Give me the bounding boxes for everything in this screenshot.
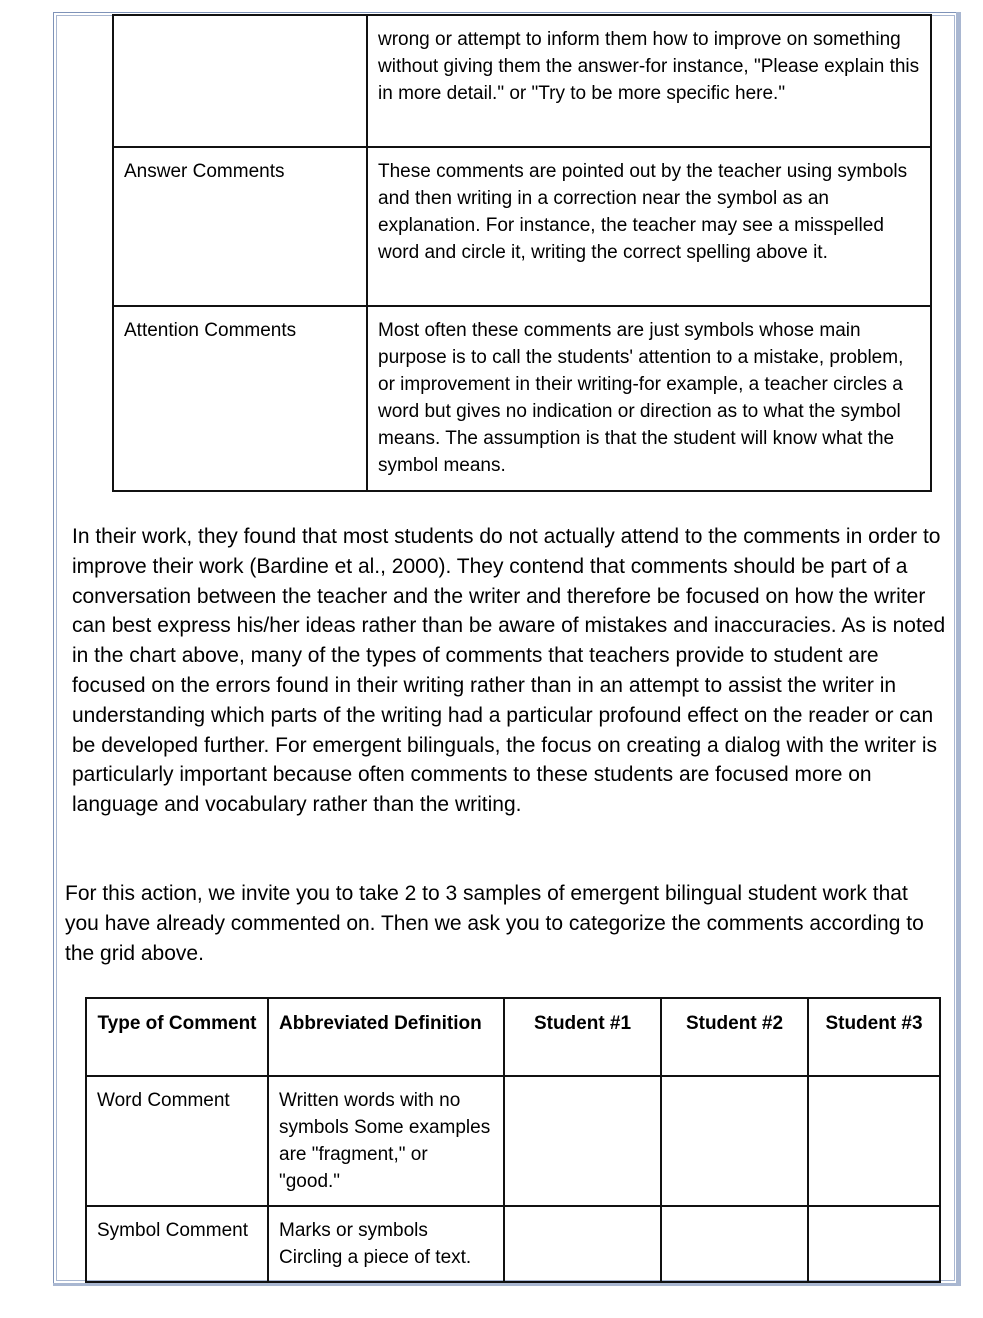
table-row (113, 306, 931, 491)
comment-definition-cell: wrong or attempt to inform them how to improve on something without giving them the answer-for instance, "Please explain this in more detail." or "Try to be more specific here." (367, 15, 931, 147)
comment-definition-cell: Marks or symbols Circling a piece of text. (268, 1206, 504, 1282)
student-2-cell[interactable] (661, 1206, 808, 1282)
comment-type-cell: Attention Comments (113, 306, 367, 491)
body-paragraph: In their work, they found that most students do not actually attend to the comments in order to improve their work (Bardine et al., 2000). They contend that comments should be part of a conversation between the teacher and the writer and therefore be focused on how the writer can best express his/her ideas rather than be aware of mistakes and inaccuracies. As is noted in the chart above, many of the types of comments that teachers provide to student are focused on the errors found in their writing rather than in an attempt to assist the writer in understanding which parts of the writing had a particular profound effect on the reader or can be developed further. For emergent bilinguals, the focus on creating a dialog with the writer is particularly important because often comments to these students are focused more on language and vocabulary rather than the writing. (72, 525, 946, 817)
header-student-1: Student #1 (504, 998, 661, 1076)
comment-definitions-table (112, 14, 932, 492)
table-row (113, 15, 931, 147)
categorize-comments-table (85, 997, 941, 1283)
student-2-cell[interactable] (661, 1076, 808, 1206)
header-student-2: Student #2 (661, 998, 808, 1076)
student-3-cell[interactable] (808, 1076, 940, 1206)
comment-type-cell (113, 15, 367, 147)
header-student-3: Student #3 (808, 998, 940, 1076)
page-frame-shadow-right (956, 12, 961, 1286)
page-frame-shadow-bottom (53, 1283, 961, 1286)
table-header-row (86, 998, 940, 1076)
comment-definition-cell: Written words with no symbols Some examples are "fragment," or "good." (268, 1076, 504, 1206)
comment-type-cell: Answer Comments (113, 147, 367, 306)
header-abbreviated-definition: Abbreviated Definition (268, 998, 504, 1076)
student-3-cell[interactable] (808, 1206, 940, 1282)
instruction-paragraph: For this action, we invite you to take 2 to 3 samples of emergent bilingual student work that you have already commented on. Then we ask you to categorize the comments according to the grid above. (65, 882, 924, 965)
comment-definition-cell: Most often these comments are just symbols whose main purpose is to call the students' attention to a mistake, problem, or improvement in their writing-for example, a teacher circles a word but gives no indication or direction as to what the symbol means. The assumption is that the student will know what the symbol means. (367, 306, 931, 491)
student-1-cell[interactable] (504, 1076, 661, 1206)
comment-type-cell: Symbol Comment (86, 1206, 268, 1282)
student-1-cell[interactable] (504, 1206, 661, 1282)
table-row (86, 1076, 940, 1206)
comment-type-cell: Word Comment (86, 1076, 268, 1206)
table-row (86, 1206, 940, 1282)
header-type-of-comment: Type of Comment (86, 998, 268, 1076)
comment-definition-cell: These comments are pointed out by the teacher using symbols and then writing in a correction near the symbol as an explanation. For instance, the teacher may see a misspelled word and circle it, writing the correct spelling above it. (367, 147, 931, 306)
table-row (113, 147, 931, 306)
